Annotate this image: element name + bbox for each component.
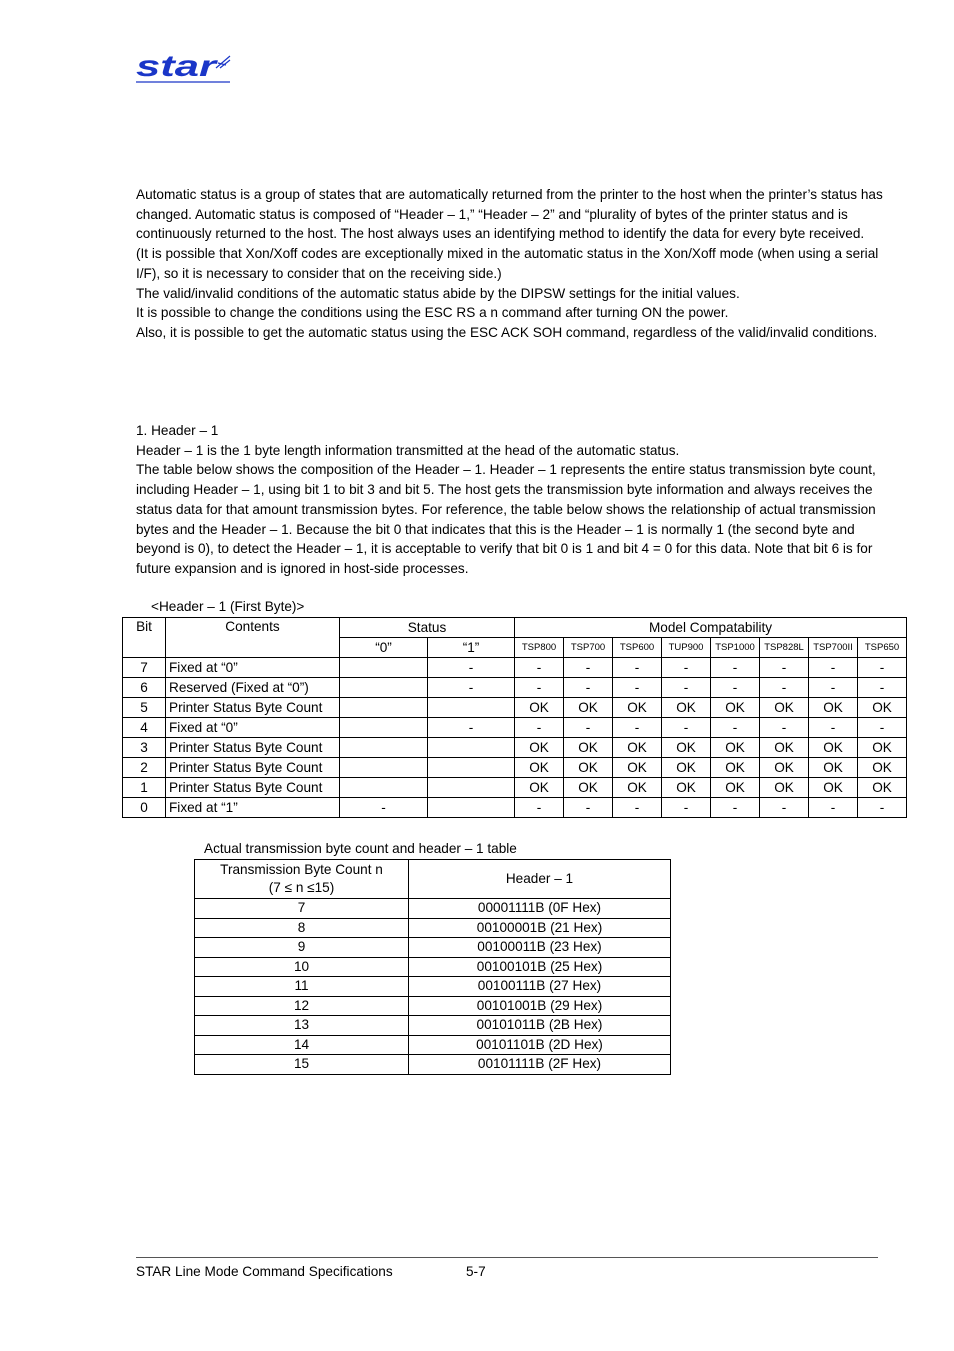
tx-table (194, 859, 671, 1075)
contents-cell: Fixed at “1” (166, 798, 340, 818)
header1-value-cell: 00101011B (2B Hex) (409, 1016, 671, 1036)
model-cell: OK (858, 698, 907, 718)
model-cell: - (662, 678, 711, 698)
intro-paragraph: The valid/invalid conditions of the automatic status abide by the DIPSW settings for the initial values. (136, 285, 740, 301)
model-header: TSP700II (809, 638, 858, 658)
model-header: TSP828L (760, 638, 809, 658)
model-header: TSP1000 (711, 638, 760, 658)
status-0-cell (340, 738, 428, 758)
model-cell: OK (809, 738, 858, 758)
contents-cell: Printer Status Byte Count (166, 698, 340, 718)
model-cell: - (564, 798, 613, 818)
header1-paragraph: Header – 1 is the 1 byte length information transmitted at the head of the automatic status. (136, 442, 680, 458)
header1-value-cell: 00100111B (27 Hex) (409, 977, 671, 997)
model-cell: - (711, 798, 760, 818)
model-cell: - (760, 798, 809, 818)
table-row (195, 899, 671, 919)
model-cell: OK (858, 738, 907, 758)
table-row (195, 1035, 671, 1055)
table-row (195, 996, 671, 1016)
model-cell: - (858, 798, 907, 818)
table-row (195, 918, 671, 938)
intro-paragraph: Also, it is possible to get the automatic status using the ESC ACK SOH command, regardless of the valid/invalid conditions. (136, 324, 878, 340)
bit-cell: 5 (123, 698, 166, 718)
model-cell: - (515, 658, 564, 678)
model-cell: - (515, 798, 564, 818)
byte-count-cell: 13 (195, 1016, 409, 1036)
model-cell: - (760, 678, 809, 698)
model-cell: - (662, 798, 711, 818)
bit-cell: 7 (123, 658, 166, 678)
model-cell: - (613, 658, 662, 678)
col-contents-header: Contents (166, 618, 340, 658)
contents-cell: Fixed at “0” (166, 658, 340, 678)
model-cell: OK (809, 758, 858, 778)
col-model-header: Model Compatability (515, 618, 907, 638)
model-cell: - (711, 718, 760, 738)
header1-value-cell: 00001111B (0F Hex) (409, 899, 671, 919)
status-0-cell (340, 718, 428, 738)
header1-table-caption: <Header – 1 (First Byte)> (151, 599, 305, 614)
status-1-cell (428, 778, 515, 798)
header1-heading: 1. Header – 1 (136, 423, 219, 438)
model-cell: OK (760, 698, 809, 718)
status-0-cell (340, 698, 428, 718)
footer-rule (136, 1257, 878, 1258)
header1-paragraph: The table below shows the composition of the Header – 1. Header – 1 represents the entire status transmission byte count, including Header – 1, using bit 1 to bit 3 and bit 5. The host gets the transmission byte information and always receives the status data for that amount transmission bytes. For reference, the table below shows the relationship of actual transmission bytes and the Header – 1. Because the bit 0 that indicates that this is the Header – 1 is normally 1 (the second byte and beyond is 0), to detect the Header – 1, it is acceptable to verify that bit 0 is 1 and bit 4 = 0 for this data. Note that bit 6 is for future expansion and is ignored in host-side processes. (136, 462, 876, 576)
model-cell: OK (613, 778, 662, 798)
header1-value-cell: 00101111B (2F Hex) (409, 1055, 671, 1075)
bit-cell: 0 (123, 798, 166, 818)
model-cell: OK (760, 758, 809, 778)
status-1-cell: - (428, 678, 515, 698)
model-cell: - (809, 658, 858, 678)
status-0-cell (340, 658, 428, 678)
table-row (123, 678, 907, 698)
model-cell: - (515, 718, 564, 738)
bit-cell: 3 (123, 738, 166, 758)
model-cell: OK (760, 738, 809, 758)
bit-cell: 6 (123, 678, 166, 698)
model-cell: - (711, 678, 760, 698)
model-cell: - (760, 718, 809, 738)
model-cell: OK (515, 778, 564, 798)
model-cell: OK (711, 778, 760, 798)
header1-value-cell: 00101001B (29 Hex) (409, 996, 671, 1016)
byte-count-cell: 9 (195, 938, 409, 958)
col-header1-header: Header – 1 (409, 860, 671, 899)
status-1-cell (428, 798, 515, 818)
model-cell: OK (564, 698, 613, 718)
model-cell: OK (662, 738, 711, 758)
header1-table (122, 617, 907, 818)
status-1-cell (428, 738, 515, 758)
table-row (195, 977, 671, 997)
table-row (123, 738, 907, 758)
table-row (123, 778, 907, 798)
model-cell: OK (662, 778, 711, 798)
model-cell: OK (858, 778, 907, 798)
model-header: TSP650 (858, 638, 907, 658)
model-cell: OK (515, 758, 564, 778)
tx-table-header-row (195, 860, 671, 899)
model-cell: - (613, 798, 662, 818)
model-cell: OK (809, 698, 858, 718)
col-byte-count-header (195, 860, 409, 899)
contents-cell: Printer Status Byte Count (166, 758, 340, 778)
model-cell: OK (711, 758, 760, 778)
header1-value-cell: 00100011B (23 Hex) (409, 938, 671, 958)
table-row (123, 798, 907, 818)
model-cell: OK (809, 778, 858, 798)
bit-cell: 1 (123, 778, 166, 798)
model-cell: OK (662, 698, 711, 718)
intro-section (136, 185, 888, 343)
contents-cell: Printer Status Byte Count (166, 778, 340, 798)
byte-count-cell: 8 (195, 918, 409, 938)
status-1-cell (428, 698, 515, 718)
model-cell: - (662, 658, 711, 678)
model-cell: OK (858, 758, 907, 778)
model-cell: OK (662, 758, 711, 778)
header1-value-cell: 00100101B (25 Hex) (409, 957, 671, 977)
model-cell: - (858, 678, 907, 698)
model-cell: OK (711, 738, 760, 758)
model-cell: OK (564, 758, 613, 778)
table-row (123, 718, 907, 738)
table-row (195, 938, 671, 958)
model-cell: OK (760, 778, 809, 798)
intro-paragraph: (It is possible that Xon/Xoff codes are exceptionally mixed in the automatic status in the Xon/Xoff mode (when using a serial I/F), so it is necessary to consider that on the receiving side.) (136, 246, 879, 281)
model-cell: - (564, 718, 613, 738)
byte-count-cell: 12 (195, 996, 409, 1016)
logo-wordmark: star (136, 52, 220, 83)
bit-cell: 2 (123, 758, 166, 778)
model-cell: - (515, 678, 564, 698)
header1-table-header-row (123, 618, 907, 638)
status-0-cell: - (340, 798, 428, 818)
tx-table-caption: Actual transmission byte count and header – 1 table (204, 841, 517, 856)
status-0-cell (340, 758, 428, 778)
status-0-header: “0” (340, 638, 428, 658)
byte-count-cell: 11 (195, 977, 409, 997)
status-0-cell (340, 678, 428, 698)
model-cell: - (809, 718, 858, 738)
model-cell: OK (564, 778, 613, 798)
intro-paragraph: Automatic status is a group of states that are automatically returned from the printer to the host when the printer’s status has changed. Automatic status is composed of “Header – 1,” “Header – 2” and “plurality of bytes of the printer status and is continuously returned to the host. The host always uses an identifying method to identify the data for every byte received. (136, 187, 883, 242)
model-cell: - (809, 678, 858, 698)
model-cell: - (613, 718, 662, 738)
header1-value-cell: 00101101B (2D Hex) (409, 1035, 671, 1055)
model-cell: - (613, 678, 662, 698)
contents-cell: Reserved (Fixed at “0”) (166, 678, 340, 698)
status-1-cell: - (428, 718, 515, 738)
bit-cell: 4 (123, 718, 166, 738)
col-bit-header: Bit (123, 618, 166, 658)
model-cell: - (564, 658, 613, 678)
byte-count-cell: 7 (195, 899, 409, 919)
table-row (123, 758, 907, 778)
byte-count-header-range: (7 ≤ n ≤15) (268, 880, 335, 895)
model-header: TSP800 (515, 638, 564, 658)
table-row (195, 1055, 671, 1075)
footer-title: STAR Line Mode Command Specifications (136, 1264, 393, 1279)
model-cell: OK (711, 698, 760, 718)
model-header: TSP600 (613, 638, 662, 658)
header1-section (136, 421, 888, 579)
table-row (123, 698, 907, 718)
byte-count-cell: 15 (195, 1055, 409, 1075)
model-cell: OK (515, 738, 564, 758)
intro-paragraph: It is possible to change the conditions using the ESC RS a n command after turning ON the power. (136, 305, 729, 321)
model-cell: - (858, 658, 907, 678)
contents-cell: Printer Status Byte Count (166, 738, 340, 758)
byte-count-cell: 14 (195, 1035, 409, 1055)
table-row (195, 1016, 671, 1036)
header1-value-cell: 00100001B (21 Hex) (409, 918, 671, 938)
byte-count-header-line: Transmission Byte Count n (220, 862, 383, 877)
model-cell: - (809, 798, 858, 818)
logo-swoosh-icon (216, 56, 230, 68)
byte-count-cell: 10 (195, 957, 409, 977)
col-status-header: Status (340, 618, 515, 638)
status-1-header: “1” (428, 638, 515, 658)
model-header: TUP900 (662, 638, 711, 658)
model-cell: - (662, 718, 711, 738)
model-cell: OK (564, 738, 613, 758)
model-cell: - (564, 678, 613, 698)
status-1-cell: - (428, 658, 515, 678)
star-logo (136, 52, 232, 84)
table-row (195, 957, 671, 977)
contents-cell: Fixed at “0” (166, 718, 340, 738)
model-cell: OK (515, 698, 564, 718)
model-cell: OK (613, 698, 662, 718)
page-number: 5-7 (466, 1264, 486, 1279)
model-cell: - (711, 658, 760, 678)
model-cell: - (858, 718, 907, 738)
model-cell: - (760, 658, 809, 678)
model-header: TSP700 (564, 638, 613, 658)
status-0-cell (340, 778, 428, 798)
status-1-cell (428, 758, 515, 778)
table-row (123, 658, 907, 678)
model-cell: OK (613, 758, 662, 778)
model-cell: OK (613, 738, 662, 758)
